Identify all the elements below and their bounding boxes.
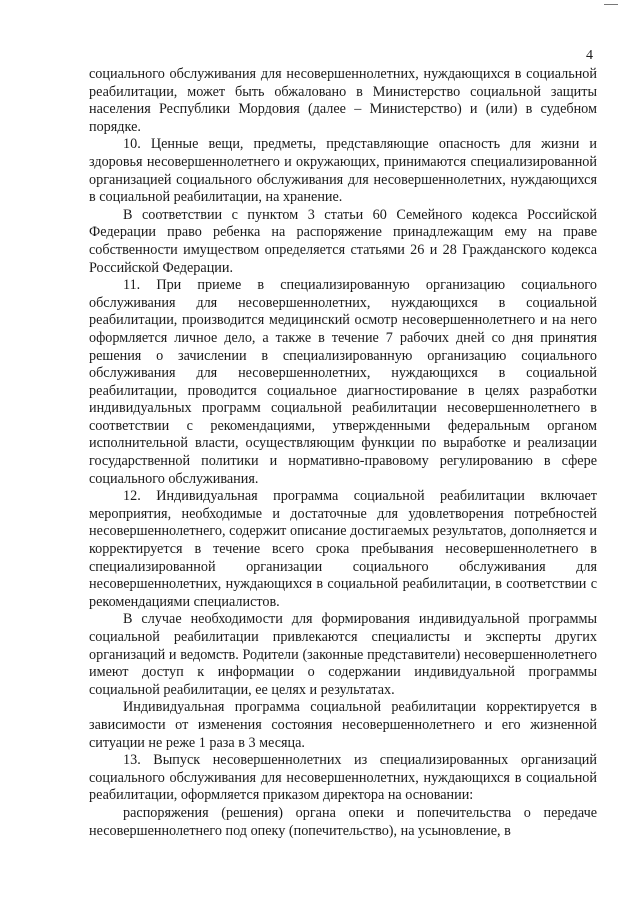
paragraph-10: 10. Ценные вещи, предметы, представляющие опасность для жизни и здоровья несовершеннолетнего и окружающих, принимаются специализированной организацией социального обслуживания для несовершеннолетних, нуждающихся в социальной реабилитации, на хранение.	[89, 136, 597, 206]
paragraph-11: 11. При приеме в специализированную организацию социального обслуживания для несовершеннолетних, нуждающихся в социальной реабилитации, производится медицинский осмотр несовершеннолетнего и на него оформляется личное дело, а также в течение 7 рабочих дней со дня принятия решения о зачислении в специализированную организацию социального обслуживания для несовершеннолетних, нуждающихся в социальной реабилитации, проводится социальное диагностирование в целях разработки индивидуальных программ социальной реабилитации несовершеннолетнего в соответствии с рекомендациями, утвержденными федеральным органом исполнительной власти, осуществляющим функции по выработке и реализации государственной политики и нормативно-правовому регулированию в сфере социального обслуживания.	[89, 277, 597, 487]
paragraph-specialists: В случае необходимости для формирования индивидуальной программы социальной реабилитации привлекаются специалисты и эксперты других организаций и ведомств. Родители (законные представители) несовершеннолетнего имеют доступ к информации о содержании индивидуальной программы социальной реабилитации, ее целях и результатах.	[89, 611, 597, 698]
page-number: 4	[586, 48, 593, 63]
paragraph-guardianship: распоряжения (решения) органа опеки и попечительства о передаче несовершеннолетнего под опеку (попечительство), на усыновление, в	[89, 804, 597, 839]
corner-scan-mark	[604, 4, 618, 5]
paragraph-appeal-continuation: социального обслуживания для несовершеннолетних, нуждающихся в социальной реабилитации, может быть обжаловано в Министерство социальной защиты населения Республики Мордовия (далее – Министерство) и (или) в судебном порядке.	[89, 66, 597, 135]
paragraph-12: 12. Индивидуальная программа социальной реабилитации включает мероприятия, необходимые и достаточные для удовлетворения потребностей несовершеннолетнего, содержит описание достигаемых результатов, дополняется и корректируется в течение всего срока пребывания несовершеннолетнего в специализированной организации социального обслуживания для несовершеннолетних, нуждающихся в социальной реабилитации, в соответствии с рекомендациями специалистов.	[89, 488, 597, 610]
paragraph-13: 13. Выпуск несовершеннолетних из специализированных организаций социального обслуживания для несовершеннолетних, нуждающихся в социальной реабилитации, оформляется приказом директора на основании:	[89, 752, 597, 804]
paragraph-correction: Индивидуальная программа социальной реабилитации корректируется в зависимости от изменения состояния несовершеннолетнего и его жизненной ситуации не реже 1 раза в 3 месяца.	[89, 699, 597, 751]
paragraph-family-code: В соответствии с пунктом 3 статьи 60 Семейного кодекса Российской Федерации право ребенка на распоряжение принадлежащим ему на праве собственности имуществом определяется статьями 26 и 28 Гражданского кодекса Российской Федерации.	[89, 206, 597, 276]
document-body	[89, 66, 597, 840]
